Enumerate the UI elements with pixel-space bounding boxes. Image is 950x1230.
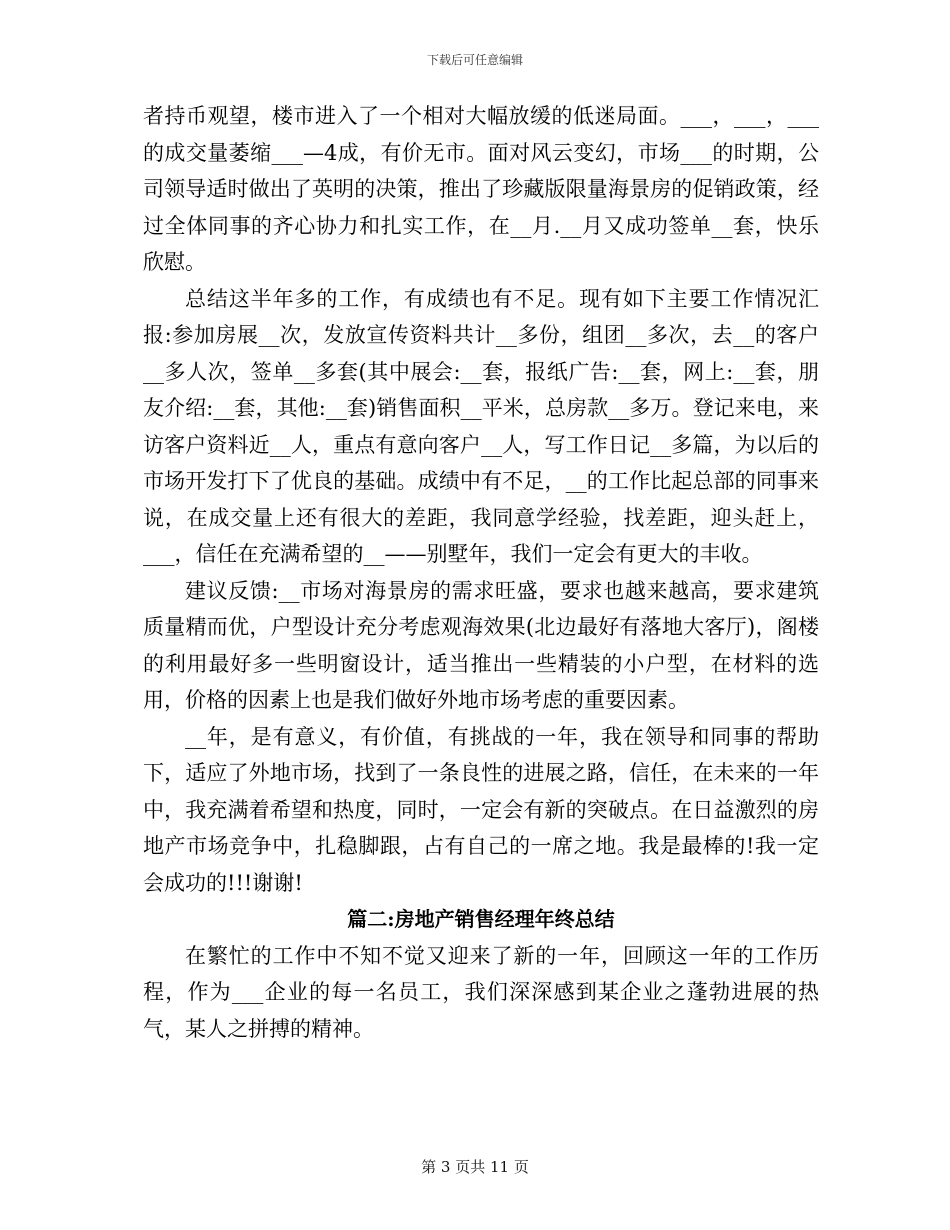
page-footer: 第 3 页共 11 页 [421,1158,529,1176]
document-body [143,98,819,1047]
page-header: 下载后可任意编辑 [426,53,523,67]
paragraph: 在繁忙的工作中不知不觉又迎来了新的一年，回顾这一年的工作历程，作为___企业的每一名员工，我们深深感到某企业之蓬勃进展的热气，某人之拼搏的精神。 [143,943,819,1041]
paragraph: 总结这半年多的工作，有成绩也有不足。现有如下主要工作情况汇报:参加房展__次，发放宣传资料共计__多份，组团__多次，去__的客户__多人次，签单__多套(其中展会:__套，报纸广告:__套，网上:__套，朋友介绍:__套，其他:__套)销售面积__平米，总房款__多万。登记来电，来访客户资料近__人，重点有意向客户__人，写工作日记__多篇，为以后的市场开发打下了优良的基础。成绩中有不足，__的工作比起总部的同事来说，在成交量上还有很大的差距，我同意学经验，找差距，迎头赶上，___，信任在充满希望的__——别墅年，我们一定会有更大的丰收。 [143,286,819,566]
paragraph: __年，是有意义，有价值，有挑战的一年，我在领导和同事的帮助下，适应了外地市场，找到了一条良性的进展之路，信任，在未来的一年中，我充满着希望和热度，同时，一定会有新的突破点。在日益激烈的房地产市场竞争中，扎稳脚跟，占有自己的一席之地。我是最棒的!我一定会成功的!!!谢谢! [143,724,819,895]
paragraph: 建议反馈:__市场对海景房的需求旺盛，要求也越来越高，要求建筑质量精而优，户型设计充分考虑观海效果(北边最好有落地大客厅)，阁楼的利用最好多一些明窗设计，适当推出一些精装的小户型，在材料的选用，价格的因素上也是我们做好外地市场考虑的重要因素。 [143,578,819,712]
paragraph: 者持币观望，楼市进入了一个相对大幅放缓的低迷局面。___，___，___的成交量萎缩___—4成，有价无市。面对风云变幻，市场___的时期，公司领导适时做出了英明的决策，推出了珍藏版限量海景房的促销政策，经过全体同事的齐心协力和扎实工作，在__月.__月又成功签单__套，快乐欣慰。 [143,104,819,274]
section-heading: 篇二:房地产销售经理年终总结 [347,907,615,931]
